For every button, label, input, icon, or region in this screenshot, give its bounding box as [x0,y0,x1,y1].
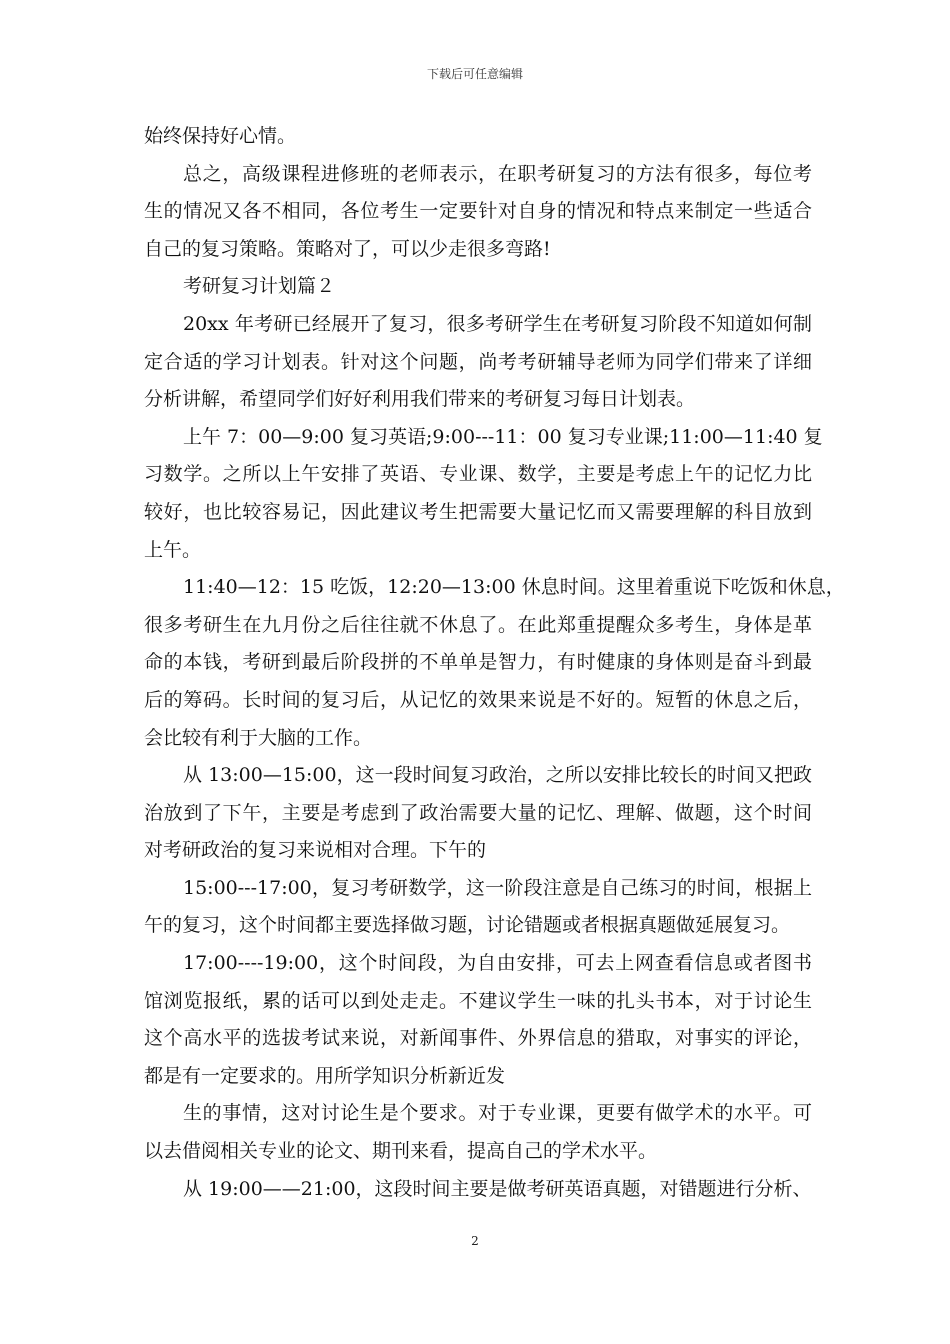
text-line: 命的本钱，考研到最后阶段拼的不单单是智力，有时健康的身体则是奋斗到最 [144,651,812,674]
page-number: 2 [471,1234,479,1248]
paragraph [144,945,812,1095]
paragraph [144,156,812,269]
text-line: 自己的复习策略。策略对了，可以少走很多弯路! [144,237,551,260]
text-line: 分析讲解，希望同学们好好利用我们带来的考研复习每日计划表。 [144,388,696,411]
text-line: 17:00----19:00，这个时间段，为自由安排，可去上网查看信息或者图书 [183,952,812,975]
text-line: 馆浏览报纸，累的话可以到处走走。不建议学生一味的扎头书本，对于讨论生 [144,989,812,1012]
text-line: 这个高水平的选拔考试来说，对新闻事件、外界信息的猎取，对事实的评论， [144,1027,812,1050]
text-line: 午的复习，这个时间都主要选择做习题，讨论错题或者根据真题做延展复习。 [144,914,791,937]
paragraph [144,569,845,757]
text-line: 从 13:00—15:00，这一段时间复习政治，之所以安排比较长的时间又把政 [183,764,812,787]
paragraph [144,1171,812,1209]
paragraph [144,306,812,419]
text-line: 都是有一定要求的。用所学知识分析新近发 [144,1064,506,1087]
text-line: 生的情况又各不相同，各位考生一定要针对自身的情况和特点来制定一些适合 [144,200,812,223]
text-line: 20xx 年考研已经展开了复习，很多考研学生在考研复习阶段不知道如何制 [183,312,812,335]
text-line: 会比较有利于大脑的工作。 [144,726,373,749]
text-line: 15:00---17:00，复习考研数学，这一阶段注意是自己练习的时间，根据上 [183,876,812,899]
text-line: 生的事情，这对讨论生是个要求。对于专业课，更要有做学术的水平。可 [183,1102,812,1125]
paragraph [144,757,812,870]
page-header: 下载后可任意编辑 [426,67,523,81]
paragraph [144,1095,812,1170]
text-line: 较好，也比较容易记，因此建议考生把需要大量记忆而又需要理解的科目放到 [144,500,812,523]
text-line: 考研复习计划篇２ [183,275,336,298]
text-line: 很多考研生在九月份之后往往就不休息了。在此郑重提醒众多考生，身体是革 [144,613,812,636]
paragraph [144,870,812,945]
document-body [144,118,845,1208]
text-line: 11:40—12：15 吃饭，12:20—13:00 休息时间。这里着重说下吃饭和休息， [183,576,845,599]
paragraph [144,118,812,156]
text-line: 始终保持好心情。 [144,125,297,147]
text-line: 后的筹码。长时间的复习后，从记忆的效果来说是不好的。短暂的休息之后， [144,688,812,711]
paragraph [144,419,823,569]
text-line: 习数学。之所以上午安排了英语、专业课、数学，主要是考虑上午的记忆力比 [144,463,812,486]
text-line: 对考研政治的复习来说相对合理。下午的 [144,839,487,862]
text-line: 上午。 [144,538,202,561]
text-line: 治放到了下午，主要是考虑到了政治需要大量的记忆、理解、做题，这个时间 [144,801,812,824]
text-line: 从 19:00——21:00，这段时间主要是做考研英语真题，对错题进行分析、 [183,1177,812,1200]
text-line: 定合适的学习计划表。针对这个问题，尚考考研辅导老师为同学们带来了详细 [144,350,812,373]
text-line: 以去借阅相关专业的论文、期刊来看，提高自己的学术水平。 [144,1140,658,1163]
text-line: 上午 7：00—9:00 复习英语;9:00---11：00 复习专业课;11:00—11:40 复 [183,425,823,448]
text-line: 总之，高级课程进修班的老师表示，在职考研复习的方法有很多，每位考 [183,162,812,185]
paragraph [144,268,812,306]
